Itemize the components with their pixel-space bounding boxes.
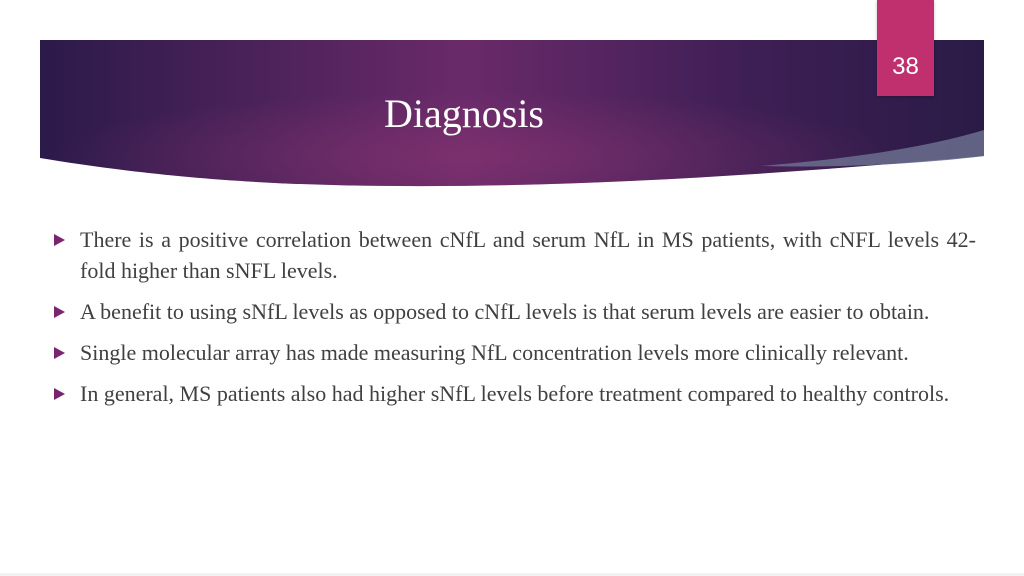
triangle-bullet-icon	[54, 388, 65, 400]
bullet-item	[52, 337, 976, 368]
triangle-bullet-icon	[54, 234, 65, 246]
bullet-list	[52, 224, 976, 419]
bullet-text: Single molecular array has made measuring NfL concentration levels more clinically relevant.	[80, 340, 909, 365]
bullet-text: There is a positive correlation between cNfL and serum NfL in MS patients, with cNFL levels 42-fold higher than sNFL levels.	[80, 227, 976, 283]
slide-title: Diagnosis	[384, 91, 544, 136]
bullet-text: In general, MS patients also had higher sNfL levels before treatment compared to healthy controls.	[80, 381, 950, 406]
triangle-bullet-icon	[54, 347, 65, 359]
bullet-item	[52, 224, 976, 286]
page-number-badge	[877, 0, 934, 96]
triangle-bullet-icon	[54, 306, 65, 318]
page-number: 38	[892, 53, 919, 80]
bullet-text: A benefit to using sNfL levels as opposed to cNfL levels is that serum levels are easier to obtain.	[80, 299, 930, 324]
bullet-item	[52, 378, 976, 409]
bullet-item	[52, 296, 976, 327]
